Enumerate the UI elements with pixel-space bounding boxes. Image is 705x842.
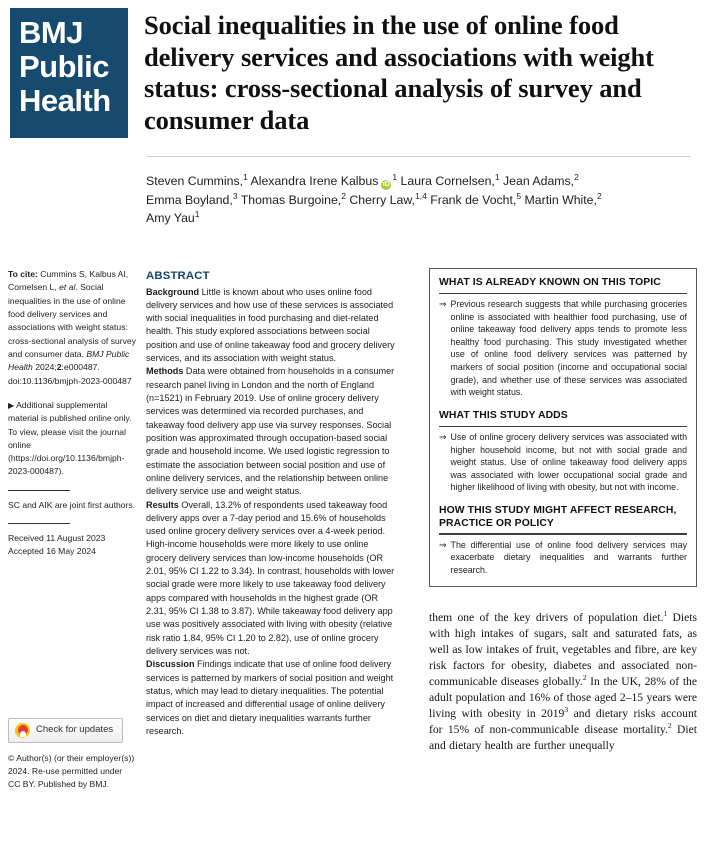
- what-study-adds-item: [439, 431, 687, 494]
- citation-volume: 2: [56, 362, 62, 373]
- sidebar-spacer: [8, 570, 136, 718]
- abstract-discussion-label: Discussion: [146, 659, 195, 670]
- abstract-background: [146, 286, 396, 366]
- heading-rule: [439, 426, 687, 427]
- citation-authors: Cummins S, Kalbus AI, Cornelsen L,: [8, 269, 129, 293]
- how-study-affects-heading: HOW THIS STUDY MIGHT AFFECT RESEARCH, PRACTICE OR POLICY: [439, 505, 677, 529]
- title-divider: [146, 156, 691, 157]
- author-list: [146, 172, 694, 228]
- body-segment: them one of the key drivers of population diet.: [429, 610, 664, 624]
- affil-ref: 1: [392, 171, 398, 182]
- abstract-background-label: Background: [146, 286, 200, 297]
- received-date: Received 11 August 2023: [8, 533, 106, 544]
- body-segment: Diet and dietary health are further unequally: [429, 722, 697, 752]
- abstract-discussion-text: Findings indicate that use of online food delivery services is patterned by markers of social position and weight status, which may lead to dietary inequalities. The potential impact of increased and differential usage of online delivery services on diet and dietary inequalities warrants further research.: [146, 659, 394, 736]
- sidebar-divider: [8, 523, 70, 524]
- double-arrow-icon: ⇒: [439, 539, 447, 550]
- masthead: [0, 0, 705, 158]
- author-amy-yau: Amy Yau: [146, 211, 195, 226]
- abstract-methods: [146, 365, 396, 498]
- citation-title: . Social inequalities in the use of online food delivery services and associations with weight status: cross-sectional analysis of survey and consumer data.: [8, 282, 136, 359]
- what-study-adds-heading: WHAT THIS STUDY ADDS: [439, 410, 568, 421]
- abstract-heading: ABSTRACT: [146, 270, 210, 282]
- introduction-body-text: [429, 610, 697, 754]
- logo-line-health: Health: [19, 83, 111, 119]
- affil-ref: 1: [494, 171, 500, 182]
- content-columns: [0, 268, 705, 842]
- abstract-column: [146, 268, 396, 738]
- logo-line-public: Public: [19, 49, 110, 85]
- abstract-results-text: Overall, 13.2% of respondents used takeaway food delivery apps over a 7-day period and 15.6% of households used online grocery delivery services over a 4-week period. High-income households were more likely to use online grocery delivery services than low-income households (OR 2.01, 95% CI 1.22 to 3.34). In contrast, households with lower social grade were more likely to use takeaway food delivery apps compared with households in the highest grade (OR 2.31, 95% CI 1.38 to 3.87). While takeaway food delivery app use was positively associated with living with obesity (relative risk ratio 1.84, 95% CI 1.20 to 2.82), use of online grocery delivery services was not.: [146, 499, 395, 656]
- received-accepted-dates: [8, 532, 136, 559]
- citation-ref: 3: [564, 704, 569, 714]
- article-title: Social inequalities in the use of online food delivery services and associations with weight status: cross-sectional analysis of survey and consumer data: [144, 10, 654, 135]
- joint-authors-note: SC and AIK are joint first authors.: [8, 499, 136, 510]
- abstract-results: [146, 499, 396, 659]
- sidebar-divider: [8, 490, 70, 491]
- affil-ref: 3: [232, 190, 238, 201]
- author-thomas-burgoine: Thomas Burgoine,: [237, 192, 342, 207]
- citation-etal: et al: [59, 282, 76, 293]
- what-is-known-item: [439, 298, 687, 399]
- sidebar-column: [8, 268, 136, 803]
- double-arrow-icon: ⇒: [439, 431, 447, 442]
- what-is-known-heading: WHAT IS ALREADY KNOWN ON THIS TOPIC: [439, 277, 661, 288]
- citation-ref: 2: [667, 721, 672, 731]
- check-for-updates-button[interactable]: [8, 718, 123, 743]
- author-emma-boyland: Emma Boyland,: [146, 192, 233, 207]
- body-segment: In the UK, 28% of the adult population and 16% of those aged 2–15 years were living with obesity in 2019: [429, 674, 697, 720]
- author-martin-white: Martin White,: [521, 192, 597, 207]
- affil-ref: 5: [516, 190, 522, 201]
- how-study-affects-item: [439, 539, 687, 577]
- title-container: [128, 8, 695, 136]
- affil-ref: 2: [574, 171, 579, 182]
- what-study-adds-text: Use of online grocery delivery services was associated with higher household income, but not with social grade and weight status. Use of online takeaway food delivery apps was associated with lower occupational social grade and higher likelihood of living with obesity, but not with income.: [450, 431, 687, 493]
- author-laura-cornelsen: Laura Cornelsen,: [397, 174, 495, 188]
- abstract-methods-label: Methods: [146, 366, 184, 377]
- author-jean-adams: Jean Adams,: [499, 174, 575, 188]
- abstract-results-label: Results: [146, 499, 179, 510]
- affil-ref: 2: [341, 190, 346, 201]
- orcid-icon[interactable]: iD: [382, 181, 390, 188]
- abstract-discussion: [146, 658, 396, 738]
- author-cherry-law: Cherry Law,: [345, 192, 415, 207]
- check-for-updates-label: Check for updates: [36, 723, 114, 735]
- citation-journal: BMJ Public Health: [8, 348, 130, 373]
- what-is-known-text: Previous research suggests that while purchasing groceries online is associated with healthier food purchasing, use of online takeaway food delivery apps tends to promote less healthy food purchasing. This study investigated whether use of online food delivery services was patterned by markers of social position (income and occupational social grade), and whether use of these services was associated with weight status.: [450, 298, 687, 398]
- key-points-box: [429, 268, 697, 587]
- how-study-affects-text: The differential use of online food delivery services may exacerbate dietary inequalities and warrants further research.: [450, 539, 687, 575]
- citation-ref: 2: [582, 672, 587, 682]
- triangle-right-icon: ▶: [8, 400, 15, 410]
- citation-block: [8, 268, 136, 388]
- supplemental-note: [8, 399, 136, 479]
- copyright-note: © Author(s) (or their employer(s)) 2024. Re-use permitted under CC BY. Published by BMJ.: [8, 752, 135, 790]
- supplemental-text: Additional supplemental material is published online only. To view, please visit the journal online (https://doi.org/10.1136/bmjph-2023-000487).: [8, 399, 132, 477]
- to-cite-label: To cite:: [8, 269, 38, 279]
- body-segment: Diets with high intakes of sugars, salt and saturated fats, as well as low intakes of fruit, vegetables and fibre, are key risk factors for obesity, diabetes and associated non-communicable diseases globally.: [429, 610, 697, 688]
- accepted-date: Accepted 16 May 2024: [8, 546, 96, 557]
- body-segment: and dietary risks account for 15% of non-communicable disease mortality.: [429, 706, 697, 736]
- affil-ref: 2: [596, 190, 602, 201]
- author-alexandra-kalbus: Alexandra Irene Kalbus: [247, 174, 379, 188]
- citation-year: 2024;: [32, 362, 57, 373]
- heading-rule: [439, 293, 687, 294]
- bmj-public-health-logo: [10, 8, 128, 138]
- abstract-methods-text: Data were obtained from households in a consumer research panel living in London and the north of England (n=1521) in February 2019. Use of online grocery delivery services was determined via recorded purchases, and takeaway food delivery app use via survey responses. Social position was approximated through occupation-based social grade and household income. We used logistic regression to estimate the association between social position and use of online delivery services, and the relationship between online delivery service use and weight status.: [146, 366, 395, 497]
- citation-ref: 1: [663, 608, 668, 618]
- right-column: [429, 268, 697, 754]
- author-frank-de-vocht: Frank de Vocht,: [426, 192, 517, 207]
- citation-doi: :e000487. doi:10.1136/bmjph-2023-000487: [8, 362, 132, 386]
- affil-ref: 1,4: [414, 190, 427, 201]
- heading-rule: [439, 533, 687, 534]
- logo-line-bmj: BMJ: [19, 15, 83, 50]
- affil-ref: 1: [194, 209, 200, 220]
- author-steven-cummins: Steven Cummins,: [146, 174, 244, 188]
- double-arrow-icon: ⇒: [439, 298, 447, 309]
- crossmark-icon: [15, 723, 30, 738]
- affil-ref: 1: [243, 171, 248, 182]
- abstract-background-text: Little is known about who uses online food delivery services and how use of these services is associated with social inequalities in food purchasing and diet-related health. This study explored associations between social position and use of online takeaway food and grocery delivery services, and its association with weight status.: [146, 286, 395, 364]
